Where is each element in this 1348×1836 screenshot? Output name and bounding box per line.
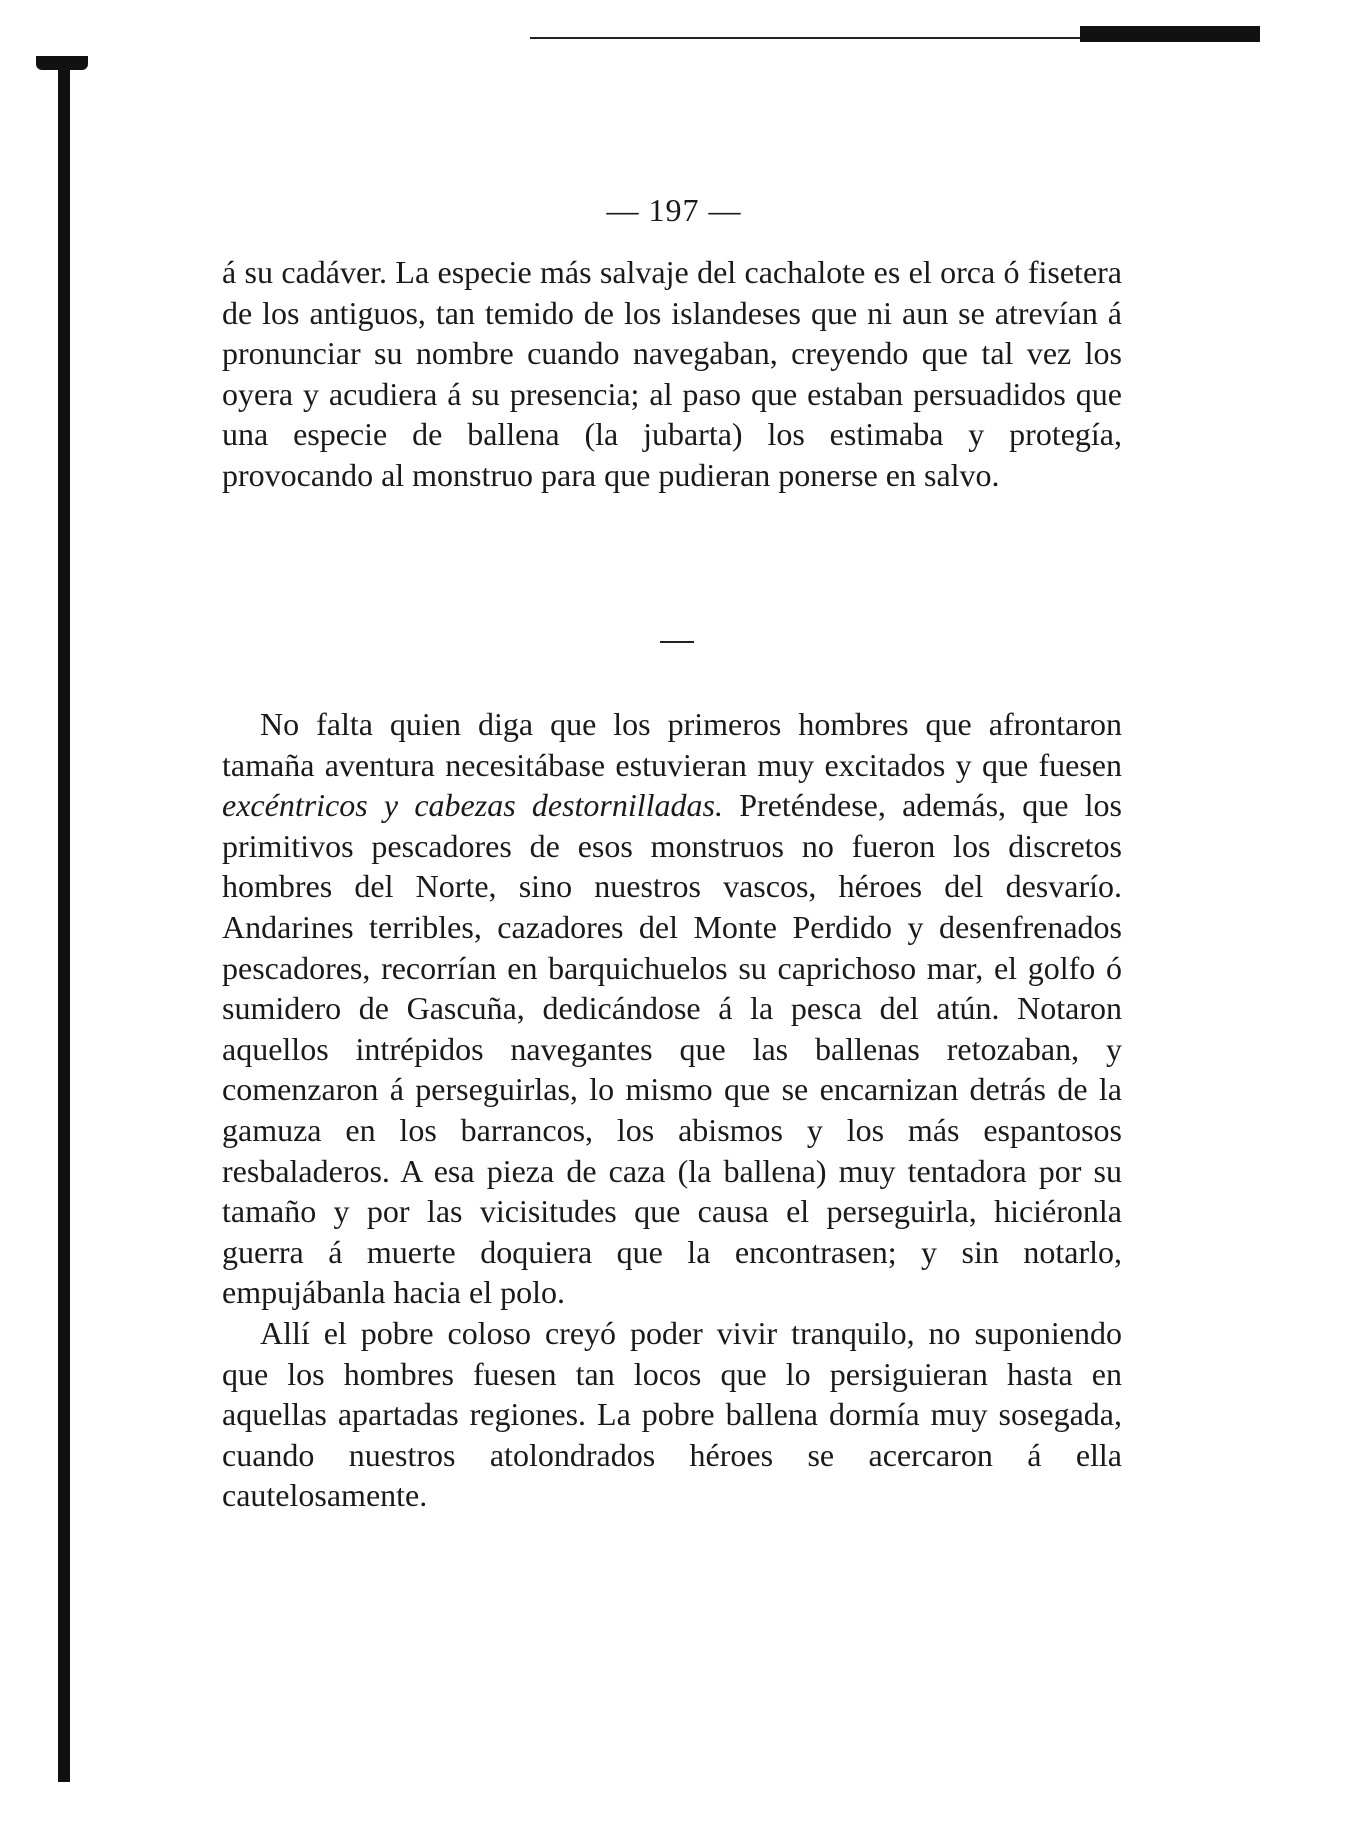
- top-rule-thick: [1080, 26, 1260, 42]
- paragraph-text-a: No falta quien diga que los primeros hombres que afrontaron tamaña aventura necesitábase estuvieran muy excitados y que fuesen: [222, 706, 1122, 783]
- page-number: — 197 —: [606, 192, 742, 228]
- paragraph-continuation: á su cadáver. La especie más salvaje del cachalote es el orca ó fisetera de los antiguos, tan temido de los islandeses que ni aun se atrevían á pronunciar su nombre cuando navegaban, creyendo que tal vez los oyera y acudiera á su presencia; al paso que estaban persuadidos que una especie de ballena (la jubarta) los estimaba y protegía, provocando al monstruo para que pudieran ponerse en salvo.: [222, 254, 1122, 493]
- book-spine-edge-cap: [36, 56, 88, 70]
- paragraph-poor-colossus: Allí el pobre coloso creyó poder vivir tranquilo, no suponiendo que los hombres fuesen tan locos que lo persiguieran hasta en aquellas apartadas regiones. La pobre ballena dormía muy sosegada, cuando nuestros atolondrados héroes se acercaron á ella cautelosamente.: [222, 1314, 1122, 1514]
- paragraph-whale-hunters: [222, 704, 1122, 1313]
- paragraph-text-b: Preténdese, además, que los primitivos pescadores de esos monstruos no fueron los discretos hombres del Norte, sino nuestros vascos, héroes del desvarío. Andarines terribles, cazadores del Monte Perdido y desenfrenados pescadores, recorrían en barquichuelos su caprichoso mar, el golfo ó sumidero de Gascuña, dedicándose á la pesca del atún. Notaron aquellos intrépidos navegantes que las ballenas retozaban, y comenzaron á perseguirlas, lo mismo que se encarnizan detrás de la gamuza en los barrancos, los abismos y los más espantosos resbaladeros. A esa pieza de caza (la ballena) muy tentadora por su tamaño y por las vicisitudes que causa el perseguirla, hiciéronla guerra á muerte doquiera que la encontrasen; y sin notarlo, empujábanla hacia el polo.: [222, 787, 1123, 1311]
- section-separator: [660, 641, 694, 643]
- italic-phrase: excéntricos y cabezas destornilladas.: [222, 787, 724, 824]
- book-spine-edge: [58, 62, 70, 1782]
- paragraph-block-top: [222, 252, 1122, 496]
- paragraph-block-main: [222, 704, 1122, 1516]
